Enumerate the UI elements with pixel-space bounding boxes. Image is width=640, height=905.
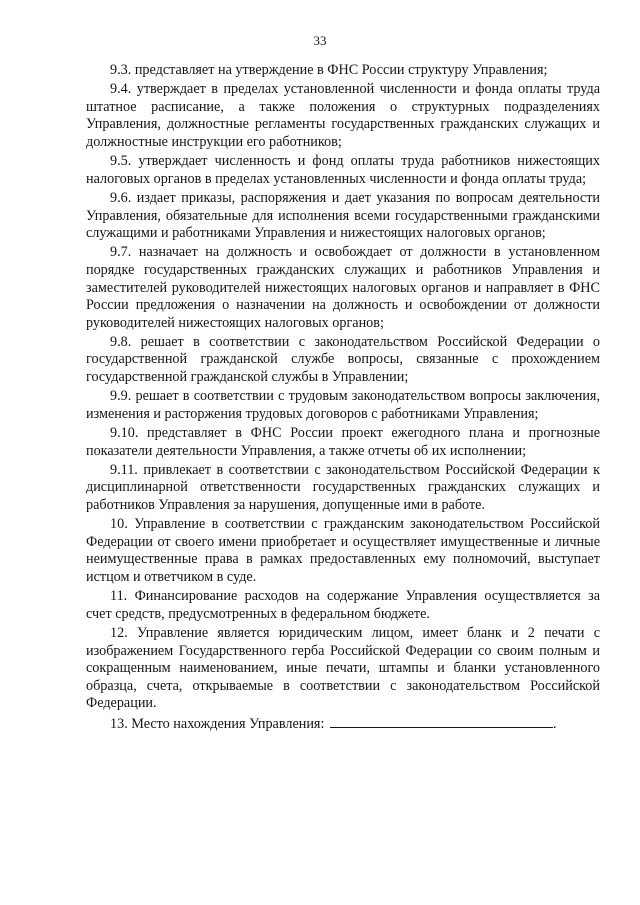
location-label: 13. Место нахождения Управления: (110, 715, 325, 732)
location-end-mark: . (552, 715, 557, 732)
paragraph-9-6: 9.6. издает приказы, распоряжения и дает указания по вопросам деятельности Управления, обязательные для исполнения всеми государственными гражданскими служащими и работниками Управления и нижестоящих налоговых органов; (86, 189, 600, 242)
paragraph-9-10: 9.10. представляет в ФНС России проект ежегодного плана и прогнозные показатели деятельности Управления, а также отчеты об их исполнении; (86, 425, 600, 459)
paragraph-9-9: 9.9. решает в соответствии с трудовым законодательством вопросы заключения, изменения и расторжения трудовых договоров с работниками Управления; (86, 388, 600, 422)
paragraph-12: 12. Управление является юридическим лицом, имеет бланк и 2 печати с изображением Государственного герба Российской Федерации со своим полным и сокращенным наименованием, иные печати, штампы и бланки установленного образца, счета, открываемые в соответствии с законодательством Российской Федерации. (86, 624, 600, 712)
paragraph-9-7: 9.7. назначает на должность и освобождает от должности в установленном порядке государственных гражданских служащих и работников Управления и заместителей руководителей нижестоящих налоговых органов и направляет в ФНС России предложения о назначении на должность и освобождении от должности руководителей нижестоящих налоговых органов; (86, 244, 600, 331)
location-blank-line (330, 715, 553, 728)
paragraph-9-5: 9.5. утверждает численность и фонд оплаты труда работников нижестоящих налоговых органов в пределах установленных численности и фонда оплаты труда; (86, 153, 600, 187)
paragraph-9-8: 9.8. решает в соответствии с законодательством Российской Федерации о государственной гражданской службе вопросы, связанные с прохождением государственной гражданской службы в Управлении; (86, 333, 600, 386)
page-number: 33 (313, 33, 327, 48)
paragraph-13 (86, 715, 600, 734)
paragraph-9-4: 9.4. утверждает в пределах установленной численности и фонда оплаты труда штатное расписание, а также положения о структурных подразделениях Управления, должностные регламенты государственных гражданских служащих и должностные инструкции его работников; (86, 81, 600, 150)
paragraph-9-3: 9.3. представляет на утверждение в ФНС России структуру Управления; (110, 62, 548, 78)
paragraph-10: 10. Управление в соответствии с гражданским законодательством Российской Федерации от своего имени приобретает и осуществляет имущественные и личные неимущественные права в рамках предоставленных ему полномочий, выступает истцом и ответчиком в суде. (86, 516, 600, 585)
document-body (86, 62, 600, 735)
paragraph-9-11: 9.11. привлекает в соответствии с законодательством Российской Федерации к дисциплинарной ответственности государственных гражданских служащих и работников Управления за нарушения, допущенные ими в работе. (86, 461, 600, 513)
paragraph-11: 11. Финансирование расходов на содержание Управления осуществляется за счет средств, предусмотренных в федеральном бюджете. (86, 588, 600, 622)
